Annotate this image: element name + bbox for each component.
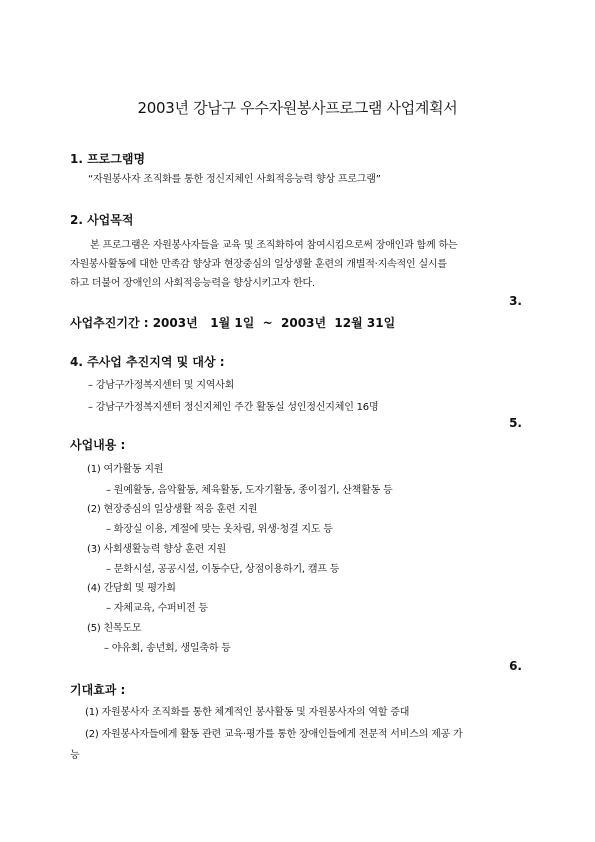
target-line: – 강남구가정복지센터 및 지역사회 (88, 380, 235, 391)
purpose-line: 자원봉사활동에 대한 만족감 향상과 현장중심의 일상생활 훈련의 개별적·지속적인 실시를 (70, 259, 447, 270)
content-item: (3) 사회생활능력 향상 훈련 지원 (87, 544, 226, 555)
section-5-heading: 사업내용 : (70, 438, 126, 452)
content-item: (5) 친목도모 (87, 623, 142, 634)
section-5-number: 5. (509, 416, 522, 430)
content-item: (1) 여가활동 지원 (87, 464, 164, 475)
purpose-line: 하고 더불어 장애인의 사회적응능력을 향상시키고자 한다. (70, 278, 315, 289)
content-subitem: – 화장실 이용, 계절에 맞는 옷차림, 위생·청결 지도 등 (106, 524, 333, 535)
section-4-heading: 4. 주사업 추진지역 및 대상 : (70, 355, 225, 369)
section-3-heading: 사업추진기간 : 2003년 1월 1일 ~ 2003년 12월 31일 (70, 316, 396, 330)
effect-line: 능 (70, 750, 80, 761)
content-subitem: – 자체교육, 수퍼비전 등 (106, 603, 208, 614)
effect-line: (2) 자원봉사자들에게 활동 관련 교육·평가를 통한 장애인들에게 전문적 서비스의 제공 가 (85, 729, 463, 740)
content-item: (2) 현장중심의 일상생활 적응 훈련 지원 (87, 504, 258, 515)
section-2-heading: 2. 사업목적 (70, 213, 134, 227)
section-1-heading: 1. 프로그램명 (70, 152, 146, 166)
section-6-heading: 기대효과 : (70, 683, 126, 697)
section-3-number: 3. (509, 294, 522, 308)
content-subitem: – 문화시설, 공공시설, 이동수단, 상점이용하기, 캠프 등 (106, 564, 340, 575)
document-title: 2003년 강남구 우수자원봉사프로그램 사업계획서 (137, 99, 458, 117)
content-item: (4) 간담회 및 평가회 (87, 583, 176, 594)
purpose-line: 본 프로그램은 자원봉사자들을 교육 및 조직화하여 참여시킴으로써 장애인과 함께 하는 (90, 240, 458, 251)
target-line: – 강남구가정복지센터 정신지체인 주간 활동실 성인정신지체인 16명 (88, 402, 379, 413)
section-6-number: 6. (509, 659, 522, 673)
content-subitem: – 야유회, 송년회, 생일축하 등 (104, 643, 231, 654)
effect-line: (1) 자원봉사자 조직화를 통한 체계적인 봉사활동 및 자원봉사자의 역할 증대 (85, 707, 410, 718)
program-name-text: “자원봉사자 조직화를 통한 정신지체인 사회적응능력 향상 프로그램” (88, 174, 381, 185)
content-subitem: – 원예활동, 음악활동, 체육활동, 도자기활동, 종이접기, 산책활동 등 (106, 485, 393, 496)
